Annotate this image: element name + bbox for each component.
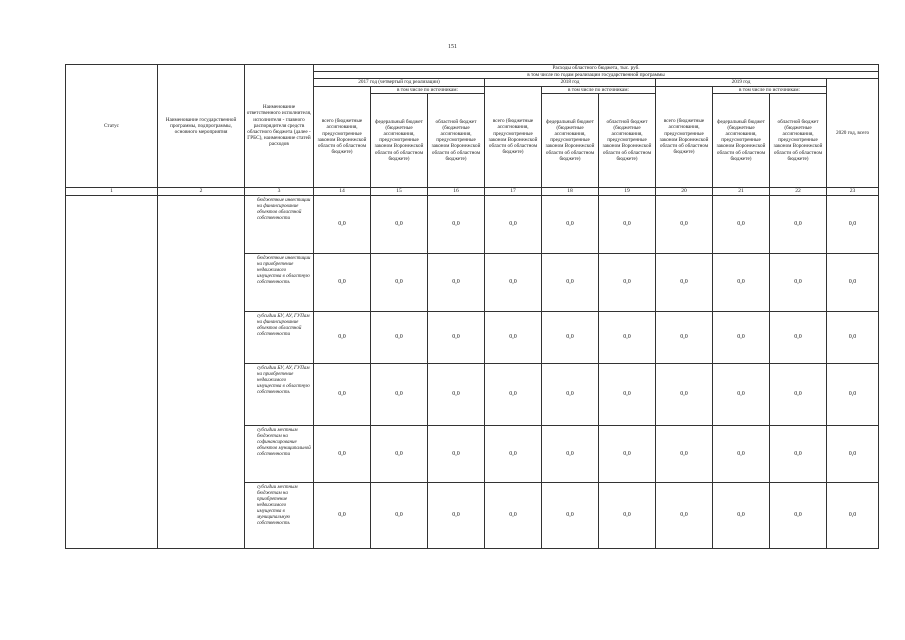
status-header: Статус bbox=[66, 65, 158, 188]
value-cell: 0,0 bbox=[542, 482, 599, 548]
value-cell: 0,0 bbox=[656, 253, 713, 311]
year-2019-header: 2019 год bbox=[656, 79, 827, 86]
value-cell: 0,0 bbox=[542, 311, 599, 363]
value-cell: 0,0 bbox=[599, 425, 656, 482]
row-label: субсидии местным бюджетам на приобретение недвижимого имущества в муниципальную собственность bbox=[245, 482, 314, 548]
value-cell: 0,0 bbox=[314, 311, 371, 363]
col-num: 3 bbox=[245, 187, 314, 195]
value-cell: 0,0 bbox=[770, 363, 827, 425]
col-num: 16 bbox=[428, 187, 485, 195]
value-cell: 0,0 bbox=[827, 482, 879, 548]
col-num: 17 bbox=[485, 187, 542, 195]
value-cell: 0,0 bbox=[371, 363, 428, 425]
value-cell: 0,0 bbox=[428, 311, 485, 363]
value-cell: 0,0 bbox=[770, 195, 827, 253]
value-cell: 0,0 bbox=[314, 195, 371, 253]
value-cell: 0,0 bbox=[371, 195, 428, 253]
value-cell: 0,0 bbox=[314, 253, 371, 311]
year-2018-header: 2018 год bbox=[485, 79, 656, 86]
col-num: 18 bbox=[542, 187, 599, 195]
col-num: 1 bbox=[66, 187, 158, 195]
value-cell: 0,0 bbox=[770, 425, 827, 482]
col-num: 2 bbox=[158, 187, 245, 195]
col-num: 14 bbox=[314, 187, 371, 195]
federal-2018-header: федеральный бюджет (бюджетные ассигнования, предусмотренные законом Воронежской области об областном бюджете) bbox=[542, 93, 599, 187]
federal-2017-header: федеральный бюджет (бюджетные ассигнования, предусмотренные законом Воронежской области об областном бюджете) bbox=[371, 93, 428, 187]
value-cell: 0,0 bbox=[656, 482, 713, 548]
value-cell: 0,0 bbox=[656, 425, 713, 482]
expenses-title: Расходы областного бюджета, тыс. руб. bbox=[314, 65, 879, 72]
value-cell: 0,0 bbox=[428, 363, 485, 425]
row-label: субсидии БУ, АУ, ГУПам на приобретение недвижимого имущества в областную собственность bbox=[245, 363, 314, 425]
value-cell: 0,0 bbox=[371, 253, 428, 311]
value-cell: 0,0 bbox=[713, 363, 770, 425]
row-label: бюджетные инвестиции на финансирование объектов областной собственности bbox=[245, 195, 314, 253]
value-cell: 0,0 bbox=[656, 363, 713, 425]
value-cell: 0,0 bbox=[770, 253, 827, 311]
total-2019-header: всего (бюджетные ассигнования, предусмотренные законом Воронежской области об областном бюджете) bbox=[656, 86, 713, 187]
value-cell: 0,0 bbox=[713, 311, 770, 363]
value-cell: 0,0 bbox=[827, 363, 879, 425]
regional-2019-header: областной бюджет (бюджетные ассигнования, предусмотренные законом Воронежской области об областном бюджете) bbox=[770, 93, 827, 187]
value-cell: 0,0 bbox=[599, 311, 656, 363]
value-cell: 0,0 bbox=[485, 363, 542, 425]
row-label: бюджетные инвестиции на приобретение недвижимого имущества в областную собственность bbox=[245, 253, 314, 311]
sources-2018-header: в том числе по источникам: bbox=[542, 86, 656, 93]
value-cell: 0,0 bbox=[599, 253, 656, 311]
program-name-header: Наименование государственной программы, подпрограммы, основного мероприятия bbox=[158, 65, 245, 188]
value-cell: 0,0 bbox=[428, 253, 485, 311]
value-cell: 0,0 bbox=[314, 482, 371, 548]
col-num: 20 bbox=[656, 187, 713, 195]
value-cell: 0,0 bbox=[770, 482, 827, 548]
value-cell: 0,0 bbox=[485, 195, 542, 253]
column-numbers-row bbox=[66, 187, 879, 195]
value-cell: 0,0 bbox=[542, 253, 599, 311]
executor-header: Наименование ответственного исполнителя, исполнителя - главного распорядителя средств областного бюджета (далее - ГРБС), наименование статей расходов bbox=[245, 65, 314, 188]
value-cell: 0,0 bbox=[542, 363, 599, 425]
regional-2017-header: областной бюджет (бюджетные ассигнования, предусмотренные законом Воронежской области об областном бюджете) bbox=[428, 93, 485, 187]
col-num: 21 bbox=[713, 187, 770, 195]
value-cell: 0,0 bbox=[713, 482, 770, 548]
value-cell: 0,0 bbox=[713, 253, 770, 311]
status-cell bbox=[66, 195, 158, 548]
program-cell bbox=[158, 195, 245, 548]
row-label: субсидии БУ, АУ, ГУПам на финансирование объектов областной собственности bbox=[245, 311, 314, 363]
col-num: 22 bbox=[770, 187, 827, 195]
value-cell: 0,0 bbox=[428, 425, 485, 482]
total-2017-header: всего (бюджетные ассигнования, предусмотренные законом Воронежской области об областном бюджете) bbox=[314, 86, 371, 187]
value-cell: 0,0 bbox=[599, 482, 656, 548]
value-cell: 0,0 bbox=[542, 425, 599, 482]
value-cell: 0,0 bbox=[713, 425, 770, 482]
total-2018-header: всего (бюджетные ассигнования, предусмотренные законом Воронежской области об областном бюджете) bbox=[485, 86, 542, 187]
col-num: 23 bbox=[827, 187, 879, 195]
page-number: 151 bbox=[448, 44, 457, 50]
value-cell: 0,0 bbox=[542, 195, 599, 253]
regional-2018-header: областной бюджет (бюджетные ассигнования, предусмотренные законом Воронежской области об областном бюджете) bbox=[599, 93, 656, 187]
value-cell: 0,0 bbox=[371, 425, 428, 482]
value-cell: 0,0 bbox=[656, 311, 713, 363]
value-cell: 0,0 bbox=[599, 363, 656, 425]
row-label: субсидии местным бюджетам на софинансирование объектов муниципальной собственности bbox=[245, 425, 314, 482]
value-cell: 0,0 bbox=[314, 363, 371, 425]
value-cell: 0,0 bbox=[827, 311, 879, 363]
sources-2019-header: в том числе по источникам: bbox=[713, 86, 827, 93]
by-years-header: в том числе по годам реализации государственной программы bbox=[314, 72, 879, 79]
value-cell: 0,0 bbox=[485, 425, 542, 482]
value-cell: 0,0 bbox=[770, 311, 827, 363]
value-cell: 0,0 bbox=[371, 311, 428, 363]
year-2017-header: 2017 год (четвертый год реализации) bbox=[314, 79, 485, 86]
value-cell: 0,0 bbox=[599, 195, 656, 253]
value-cell: 0,0 bbox=[827, 195, 879, 253]
value-cell: 0,0 bbox=[485, 253, 542, 311]
col-num: 15 bbox=[371, 187, 428, 195]
value-cell: 0,0 bbox=[713, 195, 770, 253]
col-num: 19 bbox=[599, 187, 656, 195]
value-cell: 0,0 bbox=[485, 482, 542, 548]
value-cell: 0,0 bbox=[827, 425, 879, 482]
value-cell: 0,0 bbox=[428, 482, 485, 548]
sources-2017-header: в том числе по источникам: bbox=[371, 86, 485, 93]
value-cell: 0,0 bbox=[428, 195, 485, 253]
budget-table bbox=[65, 64, 879, 549]
value-cell: 0,0 bbox=[485, 311, 542, 363]
table-row bbox=[66, 195, 879, 253]
value-cell: 0,0 bbox=[656, 195, 713, 253]
federal-2019-header: федеральный бюджет (бюджетные ассигнования, предусмотренные законом Воронежской области об областном бюджете) bbox=[713, 93, 770, 187]
value-cell: 0,0 bbox=[314, 425, 371, 482]
year-2020-header: 2020 год, всего bbox=[827, 79, 879, 187]
value-cell: 0,0 bbox=[371, 482, 428, 548]
value-cell: 0,0 bbox=[827, 253, 879, 311]
